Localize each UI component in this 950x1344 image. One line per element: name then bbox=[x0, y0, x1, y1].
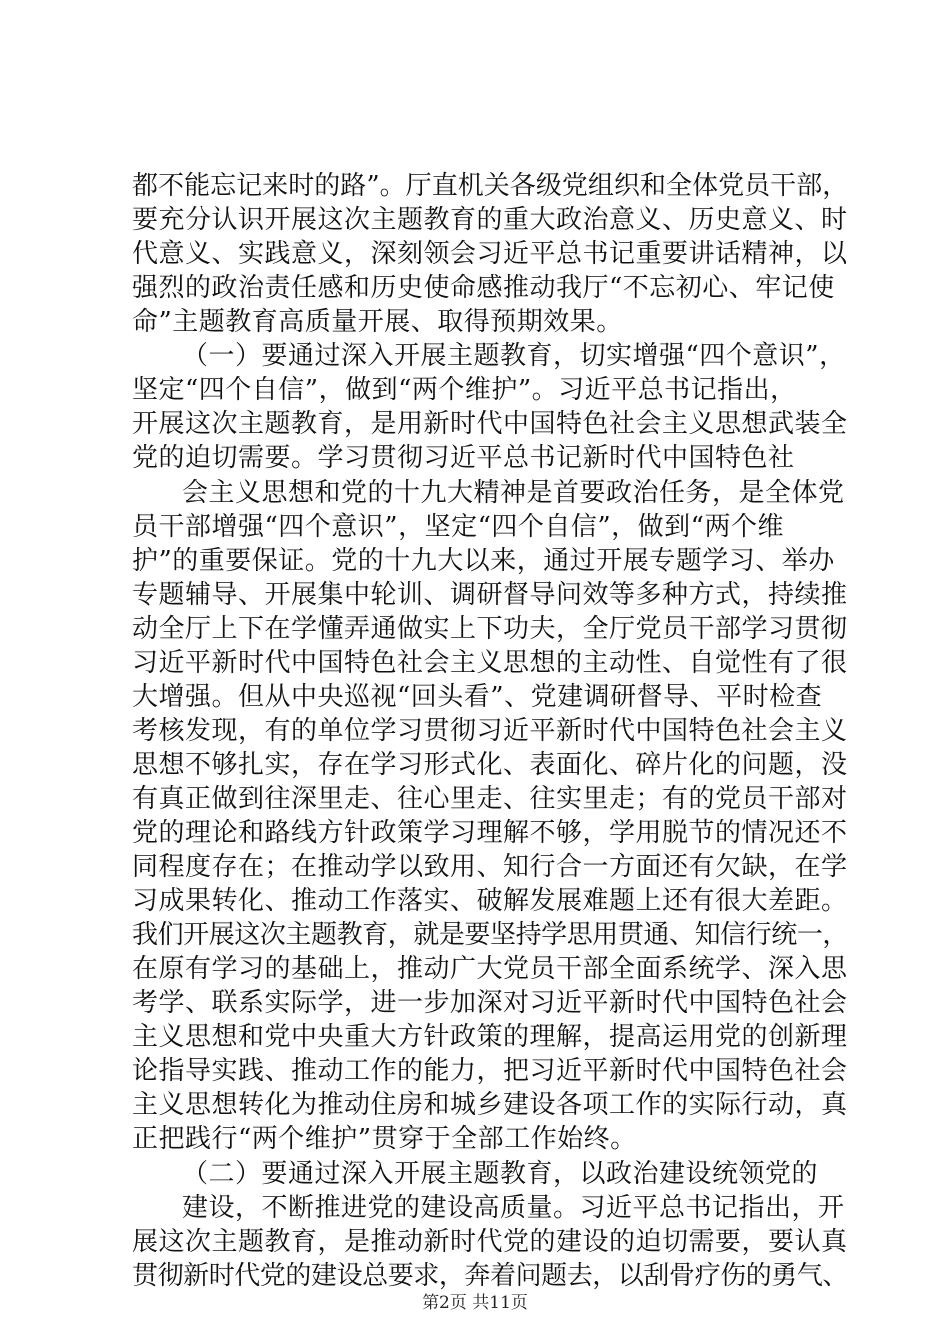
text-line: 习成果转化、推动工作落实、破解发展难题上还有很大差距。 bbox=[132, 886, 848, 916]
text-line: 强烈的政治责任感和历史使命感推动我厅“不忘初心、牢记使 bbox=[132, 273, 835, 303]
text-line: 都不能忘记来时的路”。厅直机关各级党组织和全体党员干部， bbox=[132, 171, 849, 201]
text-line: 坚定“四个自信”，做到“两个维护”。习近平总书记指出， bbox=[132, 375, 797, 405]
text-line: （一）要通过深入开展主题教育，切实增强“四个意识”， bbox=[182, 341, 846, 371]
text-line: 考学、联系实际学，进一步加深对习近平新时代中国特色社会 bbox=[132, 988, 848, 1018]
text-line: 主义思想和党中央重大方针政策的理解，提高运用党的创新理 bbox=[132, 1022, 848, 1052]
text-line: 同程度存在；在推动学以致用、知行合一方面还有欠缺，在学 bbox=[132, 852, 848, 882]
text-line: 习近平新时代中国特色社会主义思想的主动性、自觉性有了很 bbox=[132, 648, 848, 678]
text-line: 专题辅导、开展集中轮训、调研督导问效等多种方式，持续推 bbox=[132, 580, 848, 610]
text-line: 党的理论和路线方针政策学习理解不够，学用脱节的情况还不 bbox=[132, 818, 848, 848]
text-line: 有真正做到往深里走、往心里走、往实里走；有的党员干部对 bbox=[132, 784, 848, 814]
text-line: 党的迫切需要。学习贯彻习近平总书记新时代中国特色社 bbox=[132, 443, 795, 473]
text-line: 建设，不断推进党的建设高质量。习近平总书记指出，开 bbox=[182, 1193, 845, 1223]
text-line: 命”主题教育高质量开展、取得预期效果。 bbox=[132, 307, 623, 337]
text-line: 考核发现，有的单位学习贯彻习近平新时代中国特色社会主义 bbox=[132, 716, 848, 746]
text-line: 员干部增强“四个意识”，坚定“四个自信”，做到“两个维 bbox=[132, 512, 784, 542]
text-line: 展这次主题教育，是推动新时代党的建设的迫切需要，要认真 bbox=[132, 1227, 848, 1257]
text-line: （二）要通过深入开展主题教育，以政治建设统领党的 bbox=[182, 1159, 819, 1189]
text-line: 思想不够扎实，存在学习形式化、表面化、碎片化的问题，没 bbox=[132, 750, 848, 780]
text-line: 我们开展这次主题教育，就是要坚持学思用贯通、知信行统一， bbox=[132, 920, 849, 950]
text-line: 主义思想转化为推动住房和城乡建设各项工作的实际行动，真 bbox=[132, 1090, 848, 1120]
text-line: 在原有学习的基础上，推动广大党员干部全面系统学、深入思 bbox=[132, 954, 848, 984]
page-footer: 第2页 共11页 bbox=[422, 1293, 528, 1313]
text-line: 护”的重要保证。党的十九大以来，通过开展专题学习、举办 bbox=[132, 546, 835, 576]
text-line: 代意义、实践意义，深刻领会习近平总书记重要讲话精神，以 bbox=[132, 239, 848, 269]
text-line: 开展这次主题教育，是用新时代中国特色社会主义思想武装全 bbox=[132, 409, 848, 439]
text-line: 正把践行“两个维护”贯穿于全部工作始终。 bbox=[132, 1124, 637, 1154]
text-line: 动全厅上下在学懂弄通做实上下功夫，全厅党员干部学习贯彻 bbox=[132, 614, 848, 644]
text-line: 会主义思想和党的十九大精神是首要政治任务，是全体党 bbox=[182, 478, 845, 508]
text-line: 论指导实践、推动工作的能力，把习近平新时代中国特色社会 bbox=[132, 1056, 848, 1086]
text-line: 大增强。但从中央巡视“回头看”、党建调研督导、平时检查 bbox=[132, 682, 823, 712]
text-line: 要充分认识开展这次主题教育的重大政治意义、历史意义、时 bbox=[132, 205, 848, 235]
text-line: 贯彻新时代党的建设总要求，奔着问题去，以刮骨疗伤的勇气、 bbox=[132, 1261, 849, 1291]
